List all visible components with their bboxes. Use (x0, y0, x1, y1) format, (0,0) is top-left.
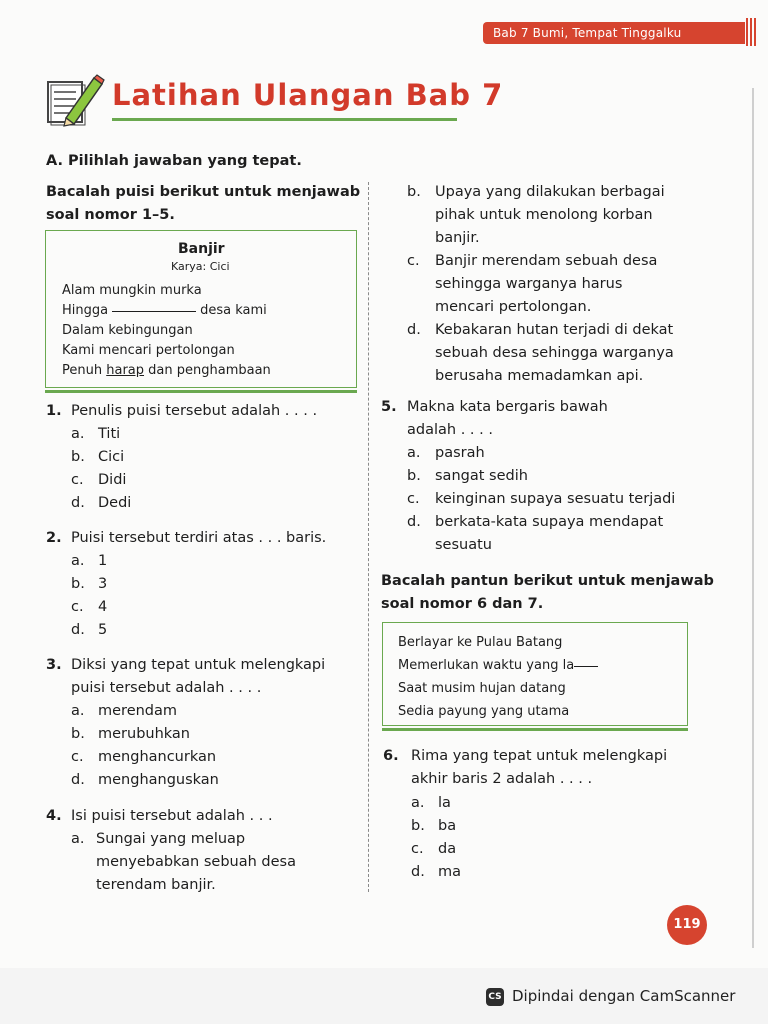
poem-line-1: Alam mungkin murka (62, 283, 202, 298)
q5-option-letter: d. (407, 514, 421, 530)
pantun-instruction-line2: soal nomor 6 dan 7. (381, 596, 544, 612)
pantun-line-3: Saat musim hujan datang (398, 681, 566, 696)
question-number: 1. (46, 403, 62, 419)
q5-option-a: pasrah (435, 445, 485, 461)
q4-option-d-line2: sebuah desa sehingga warganya (435, 345, 674, 361)
question-6-text-line2: akhir baris 2 adalah . . . . (411, 771, 593, 787)
q4-option-b-line1: Upaya yang dilakukan berbagai (435, 184, 665, 200)
poem-line-2 (62, 303, 267, 319)
q2-option-letter: d. (71, 622, 85, 638)
q4-option-letter: c. (407, 253, 420, 269)
q6-option-a: la (438, 795, 451, 811)
q4-option-a-line2: menyebabkan sebuah desa (96, 854, 296, 870)
poem-title: Banjir (178, 241, 225, 257)
question-5-text-line2: adalah . . . . (407, 422, 493, 438)
pantun-line-1: Berlayar ke Pulau Batang (398, 635, 563, 650)
poem-blank (112, 311, 196, 312)
q3-option-letter: b. (71, 726, 85, 742)
q2-option-c: 4 (98, 599, 108, 615)
q4-option-b-line3: banjir. (435, 230, 480, 246)
q1-option-letter: a. (71, 426, 85, 442)
pantun-line-4: Sedia payung yang utama (398, 704, 570, 719)
poem-line-2-end: desa kami (200, 303, 267, 318)
page-title: Latihan Ulangan Bab 7 (112, 78, 504, 112)
q1-option-letter: d. (71, 495, 85, 511)
q5-option-b: sangat sedih (435, 468, 528, 484)
pantun-line-2-text: Memerlukan waktu yang la (398, 658, 575, 673)
question-6-text-line1: Rima yang tepat untuk melengkapi (411, 748, 668, 764)
q4-option-a-line3: terendam banjir. (96, 877, 216, 893)
q6-option-b: ba (438, 818, 457, 834)
column-divider (368, 182, 369, 892)
q6-option-letter: c. (411, 841, 424, 857)
poem-line-4: Kami mencari pertolongan (62, 343, 235, 358)
question-number: 2. (46, 530, 62, 546)
q1-option-letter: c. (71, 472, 84, 488)
q4-option-c-line3: mencari pertolongan. (435, 299, 592, 315)
question-5-text-line1: Makna kata bergaris bawah (407, 399, 608, 415)
q5-option-letter: b. (407, 468, 421, 484)
q4-option-c-line2: sehingga warganya harus (435, 276, 623, 292)
q2-option-letter: b. (71, 576, 85, 592)
q5-option-letter: a. (407, 445, 421, 461)
q5-option-c: keinginan supaya sesuatu terjadi (435, 491, 676, 507)
question-1 (46, 402, 62, 420)
question-number: 5. (381, 399, 397, 415)
q2-option-letter: a. (71, 553, 85, 569)
pantun-blank (574, 666, 598, 667)
page-number-badge: 119 (667, 905, 707, 945)
question-3-text-line1: Diksi yang tepat untuk melengkapi (71, 657, 326, 673)
poem-instruction-line2: soal nomor 1–5. (46, 207, 175, 223)
q1-option-c: Didi (98, 472, 127, 488)
poem-line-3: Dalam kebingungan (62, 323, 193, 338)
q4-option-d-line1: Kebakaran hutan terjadi di dekat (435, 322, 674, 338)
chapter-tab: Bab 7 Bumi, Tempat Tinggalku (483, 22, 745, 44)
page-edge-line (752, 88, 754, 948)
q3-option-c: menghancurkan (98, 749, 217, 765)
question-number: 6. (383, 748, 399, 764)
q3-option-letter: d. (71, 772, 85, 788)
q1-option-b: Cici (98, 449, 125, 465)
question-2-text: Puisi tersebut terdiri atas . . . baris. (71, 530, 327, 546)
pantun-line-2 (398, 658, 598, 674)
title-underline (112, 118, 457, 121)
question-1-text: Penulis puisi tersebut adalah . . . . (71, 403, 318, 419)
camscanner-watermark-text: Dipindai dengan CamScanner (512, 987, 736, 1005)
poem-instruction-line1: Bacalah puisi berikut untuk menjawab (46, 184, 361, 200)
q1-option-d: Dedi (98, 495, 132, 511)
q3-option-a: merendam (98, 703, 178, 719)
q5-option-letter: c. (407, 491, 420, 507)
q4-option-letter: a. (71, 831, 85, 847)
poem-line-5-start: Penuh (62, 363, 103, 378)
notebook-pencil-icon (44, 72, 106, 128)
q5-option-d-line1: berkata-kata supaya mendapat (435, 514, 664, 530)
q6-option-d: ma (438, 864, 462, 880)
q4-option-d-line3: berusaha memadamkan api. (435, 368, 644, 384)
q5-option-d-line2: sesuatu (435, 537, 492, 553)
question-3-text-line2: puisi tersebut adalah . . . . (71, 680, 262, 696)
question-4-text: Isi puisi tersebut adalah . . . (71, 808, 273, 824)
q4-option-letter: d. (407, 322, 421, 338)
q2-option-b: 3 (98, 576, 108, 592)
q3-option-letter: c. (71, 749, 84, 765)
poem-line-5-end: dan penghambaan (148, 363, 271, 378)
section-heading: A. Pilihlah jawaban yang tepat. (46, 153, 302, 169)
q4-option-c-line1: Banjir merendam sebuah desa (435, 253, 658, 269)
poem-line-5 (62, 363, 271, 379)
underlined-word: harap (106, 363, 145, 378)
q2-option-d: 5 (98, 622, 108, 638)
q1-option-letter: b. (71, 449, 85, 465)
q6-option-c: da (438, 841, 457, 857)
q2-option-a: 1 (98, 553, 108, 569)
q4-option-b-line2: pihak untuk menolong korban (435, 207, 653, 223)
q6-option-letter: b. (411, 818, 425, 834)
q4-option-a-line1: Sungai yang meluap (96, 831, 246, 847)
camscanner-logo-icon: CS (486, 988, 504, 1006)
chapter-tab-stripes (745, 18, 759, 46)
q2-option-letter: c. (71, 599, 84, 615)
question-number: 4. (46, 808, 62, 824)
q1-option-a: Titi (98, 426, 121, 442)
q3-option-d: menghanguskan (98, 772, 219, 788)
poem-author: Karya: Cici (171, 260, 230, 273)
q6-option-letter: d. (411, 864, 425, 880)
q3-option-b: merubuhkan (98, 726, 190, 742)
q3-option-letter: a. (71, 703, 85, 719)
q6-option-letter: a. (411, 795, 425, 811)
poem-line-2-start: Hingga (62, 303, 109, 318)
question-number: 3. (46, 657, 62, 673)
q4-option-letter: b. (407, 184, 421, 200)
pantun-instruction-line1: Bacalah pantun berikut untuk menjawab (381, 573, 714, 589)
